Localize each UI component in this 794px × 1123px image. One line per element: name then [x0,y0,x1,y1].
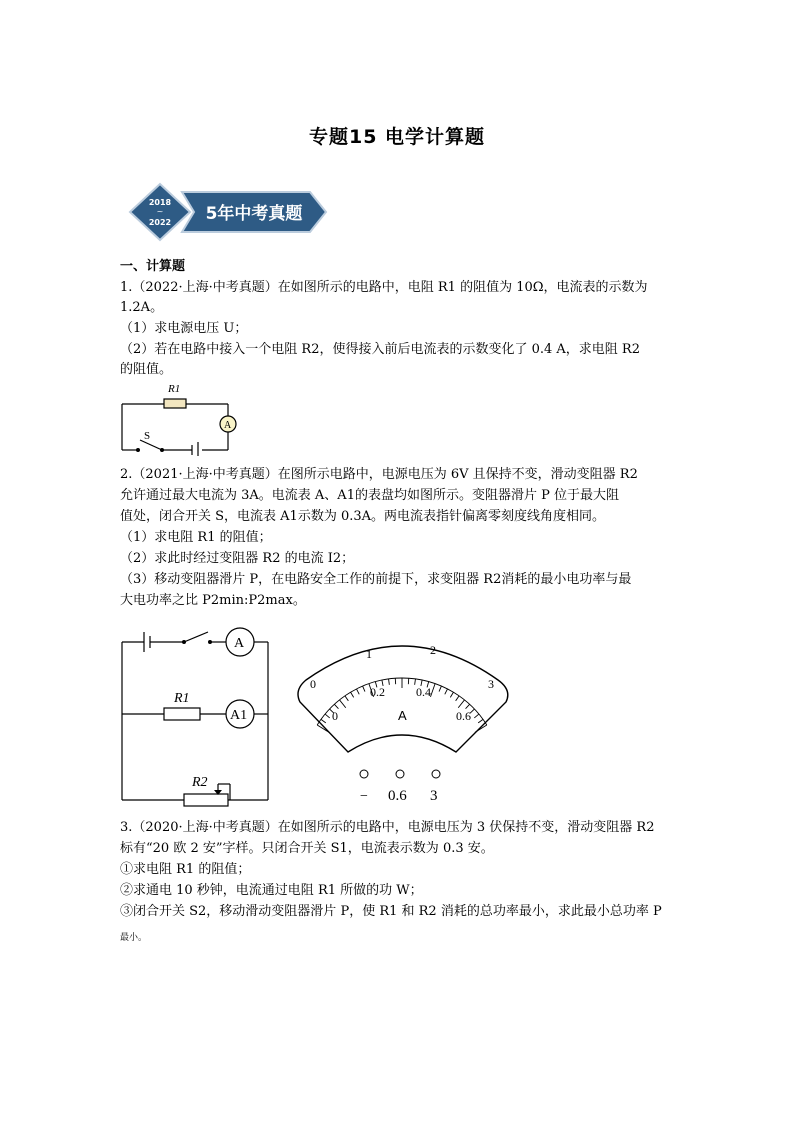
q2-r1-label: R1 [174,691,190,706]
q1-circuit [118,378,248,456]
q2-line-1: 2.（2021·上海·中考真题）在图所示电路中，电源电压为 6V 且保持不变，滑动变阻器 R2 [120,467,638,482]
dial-unit: A [398,708,407,723]
q2-line-6: （3）移动变阻器滑片 P，在电路安全工作的前提下，求变阻器 R2消耗的最小电功率与最 [120,572,632,587]
terminal-3: 3 [430,788,438,804]
q3-line-1: 3.（2020·上海·中考真题）在如图所示的电路中，电源电压为 3 伏保持不变，滑动变阻器 R2 [120,820,655,835]
q1-r1-label: R1 [168,383,181,395]
bottom-tick-1: 0.2 [370,685,385,699]
q2-line-5: （2）求此时经过变阻器 R2 的电流 I2； [120,551,355,566]
bottom-tick-0: 0 [332,709,338,723]
q2-ammeter-a1-label: A1 [230,708,248,723]
q2-line-4: （1）求电阻 R1 的阻值； [120,530,272,545]
q2-line-2: 允许通过最大电流为 3A。电流表 A、A1的表盘均如图所示。变阻器滑片 P 位于最大阻 [120,488,619,503]
banner-year-sep: ~ [156,207,164,216]
banner-year-bottom: 2022 [148,218,172,227]
q3-line-2: 标有“20 欧 2 安”字样。只闭合开关 S1，电流表示数为 0.3 安。 [120,841,494,856]
q1-line-2: 1.2A。 [120,300,164,315]
q2-line-7: 大电功率之比 P2min:P2max。 [120,593,306,608]
bottom-tick-2: 0.4 [416,685,431,699]
q3-line-4: ②求通电 10 秒钟，电流通过电阻 R1 所做的功 W； [120,883,423,898]
q1-ammeter-label: A [224,420,232,431]
terminal-minus: − [360,789,368,804]
q3-line-5: ③闭合开关 S2，移动滑动变阻器滑片 P，使 R1 和 R2 消耗的总功率最小，求此最小总功率 P [120,904,662,919]
section-heading: 一、计算题 [120,259,186,274]
section-banner [120,182,332,242]
q3-line-6: 最小。 [120,933,148,943]
top-tick-3: 3 [488,677,494,691]
q1-switch-label: S [144,430,151,442]
terminal-0-6: 0.6 [388,788,407,804]
q2-r2-label: R2 [192,775,208,790]
q2-line-3: 值处，闭合开关 S，电流表 A1示数为 0.3A。两电流表指针偏离零刻度线角度相同。 [120,509,606,524]
bottom-tick-3: 0.6 [456,709,471,723]
top-tick-0: 0 [310,677,316,691]
q1-line-3: （1）求电源电压 U； [120,321,248,336]
page-title: 专题15 电学计算题 [308,126,486,148]
top-tick-2: 2 [430,643,436,657]
q2-circuit [118,622,278,810]
q1-line-4: （2）若在电路中接入一个电阻 R2，使得接入前后电流表的示数变化了 0.4 A，求电阻 R2 [120,342,640,357]
q1-line-1: 1.（2022·上海·中考真题）在如图所示的电路中，电阻 R1 的阻值为 10Ω，电流表的示数为 [120,280,648,295]
top-tick-1: 1 [366,647,372,661]
q2-ammeter-a-label: A [234,636,245,651]
banner-label: 5年中考真题 [205,204,303,224]
q1-line-5: 的阻值。 [120,362,173,377]
ammeter-dial [292,628,514,808]
q3-line-3: ①求电阻 R1 的阻值； [120,862,251,877]
banner-year-top: 2018 [148,198,172,207]
